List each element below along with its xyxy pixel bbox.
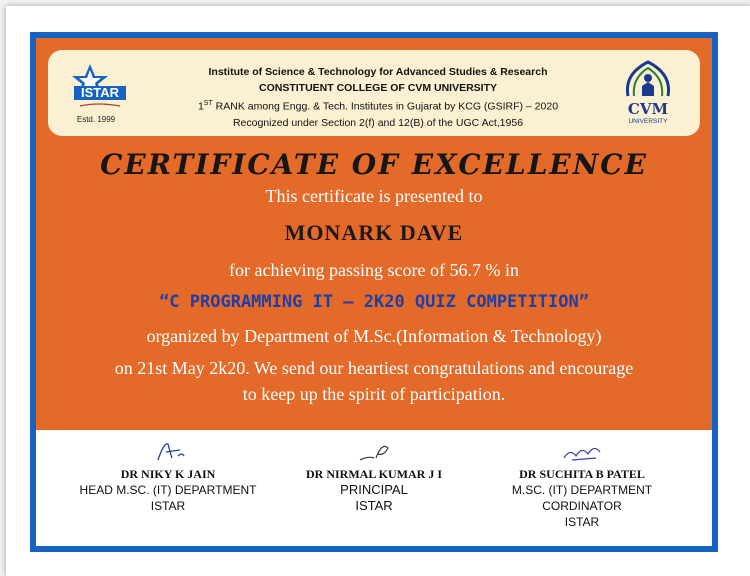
signature-icon [334, 438, 414, 466]
signatory-name: DR SUCHITA B PATEL [519, 467, 645, 481]
signatory-role: HEAD M.SC. (IT) DEPARTMENT [79, 483, 257, 497]
signatory-org: ISTAR [150, 499, 186, 513]
signature-icon [128, 438, 208, 466]
signatory-principal [274, 438, 474, 514]
signatory-org: ISTAR [564, 515, 600, 529]
certificate [30, 32, 718, 552]
istar-logo-name: ISTAR [80, 85, 120, 100]
signatory-coordinator [482, 438, 682, 530]
star-icon [62, 60, 142, 132]
cvm-logo-sub: UNIVERSITY [628, 118, 668, 125]
recognition-line: Recognized under Section 2(f) and 12(B) of the UGC Act,1956 [232, 116, 524, 129]
presented-line: This certificate is presented to [265, 186, 483, 206]
signatory-role: PRINCIPAL [340, 482, 408, 497]
closing-line: to keep up the spirit of participation. [242, 384, 506, 404]
cvm-logo [608, 56, 688, 132]
istar-logo [62, 60, 142, 132]
signatory-head [68, 438, 268, 514]
institute-name: Institute of Science & Technology for Advanced Studies & Research [208, 66, 548, 78]
signatory-name: DR NIKY K JAIN [120, 467, 216, 481]
institute-header [48, 50, 700, 136]
cvm-emblem-icon [608, 56, 688, 132]
organized-line: organized by Department of M.Sc.(Information & Technology) [146, 326, 602, 346]
quiz-title: “C PROGRAMMING IT – 2K20 QUIZ COMPETITION” [159, 292, 589, 312]
signature-icon [542, 438, 622, 466]
rank-line: 1ST RANK among Engg. & Tech. Institutes in Gujarat by KCG (GSIRF) – 2020 [197, 100, 559, 113]
certificate-title: CERTIFICATE OF EXCELLENCE [100, 148, 648, 181]
signatory-org: ISTAR [355, 498, 393, 513]
recipient-name: MONARK DAVE [284, 220, 464, 245]
signatory-role: M.SC. (IT) DEPARTMENT [511, 483, 653, 497]
cvm-logo-name: CVM [627, 100, 669, 118]
certificate-inner [36, 38, 712, 546]
certificate-body [36, 38, 712, 430]
date-line: on 21st May 2k20. We send our heartiest congratulations and encourage [114, 358, 634, 378]
signatory-title: CORDINATOR [542, 499, 622, 513]
college-line: CONSTITUENT COLLEGE OF CVM UNIVERSITY [258, 82, 497, 94]
signatory-name: DR NIRMAL KUMAR J I [306, 467, 442, 481]
institute-info [148, 64, 608, 131]
istar-tagline: Estd. 1999 [76, 115, 116, 124]
achievement-line: for achieving passing score of 56.7 % in [229, 260, 519, 280]
